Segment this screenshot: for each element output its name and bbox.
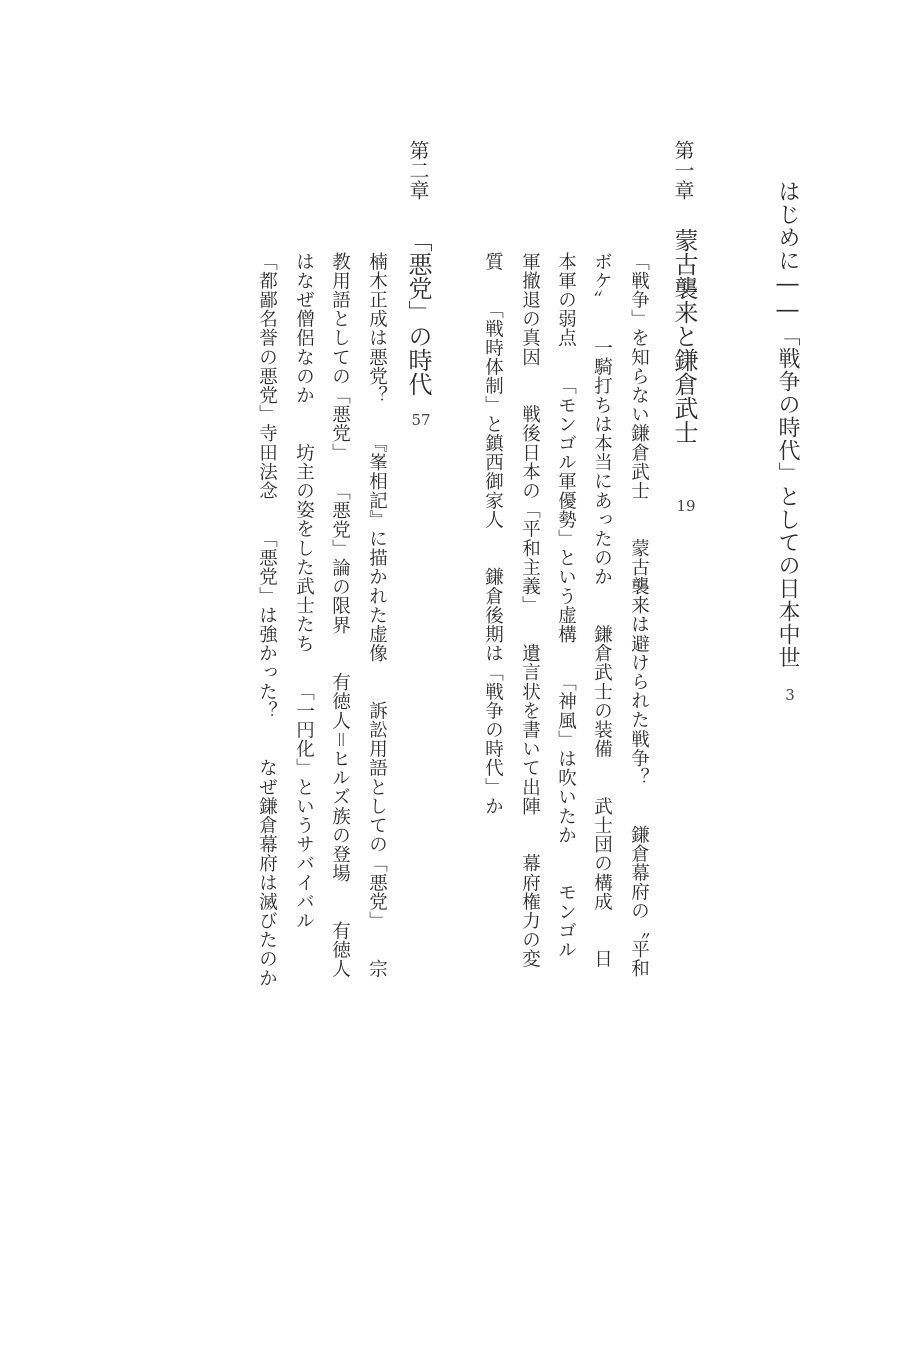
chapter-1-subheading-line: 本軍の弱点 「モンゴル軍優勢」という虚構 「神風」は吹いたか モンゴル (555, 252, 577, 960)
chapter-1-subheading-line: 質 「戦時体制」と鎮西御家人 鎌倉後期は「戦争の時代」か (482, 252, 504, 816)
chapter-2-subheading-line: はなぜ僧侶なのか 坊主の姿をした武士たち 「一円化」というサバイバル (293, 252, 315, 931)
chapter-1-subheading-line: 軍撤退の真因 戦後日本の「平和主義」 遺言状を書いて出陣 幕府権力の変 (519, 252, 541, 969)
chapter-2-title: 「悪党」の時代 (404, 228, 432, 396)
chapter-2-label: 第二章 (406, 140, 430, 200)
chapter-1-title: 蒙古襲来と鎌倉武士 (670, 228, 698, 444)
intro-heading: はじめに――「戦争の時代」としての日本中世 (775, 180, 800, 669)
chapter-2-subheading-line: 楠木正成は悪党？ 『峯相記』に描かれた虚像 訴訟用語としての「悪党」 宗 (366, 252, 388, 979)
chapter-1-subheading-line: ボケ〟 一騎打ちは本当にあったのか 鎌倉武士の装備 武士団の構成 日 (591, 252, 613, 969)
chapter-2-subheading-line: 「都鄙名誉の悪党」寺田法念 「悪党」は強かった？ なぜ鎌倉幕府は滅びたのか (256, 252, 278, 988)
chapter-2-subheading-line: 教用語としての「悪党」 「悪党」論の限界 有徳人＝ヒルズ族の登場 有徳人 (329, 252, 351, 979)
chapter-2-page-number: 57 (411, 411, 431, 429)
chapter-1-page-number: 19 (676, 497, 696, 515)
chapter-1-label: 第一章 (671, 140, 695, 200)
chapter-1-subheading-line: 「戦争」を知らない鎌倉武士 蒙古襲来は避けられた戦争？ 鎌倉幕府の〝平和 (628, 252, 650, 978)
intro-page-number: 3 (785, 686, 795, 704)
